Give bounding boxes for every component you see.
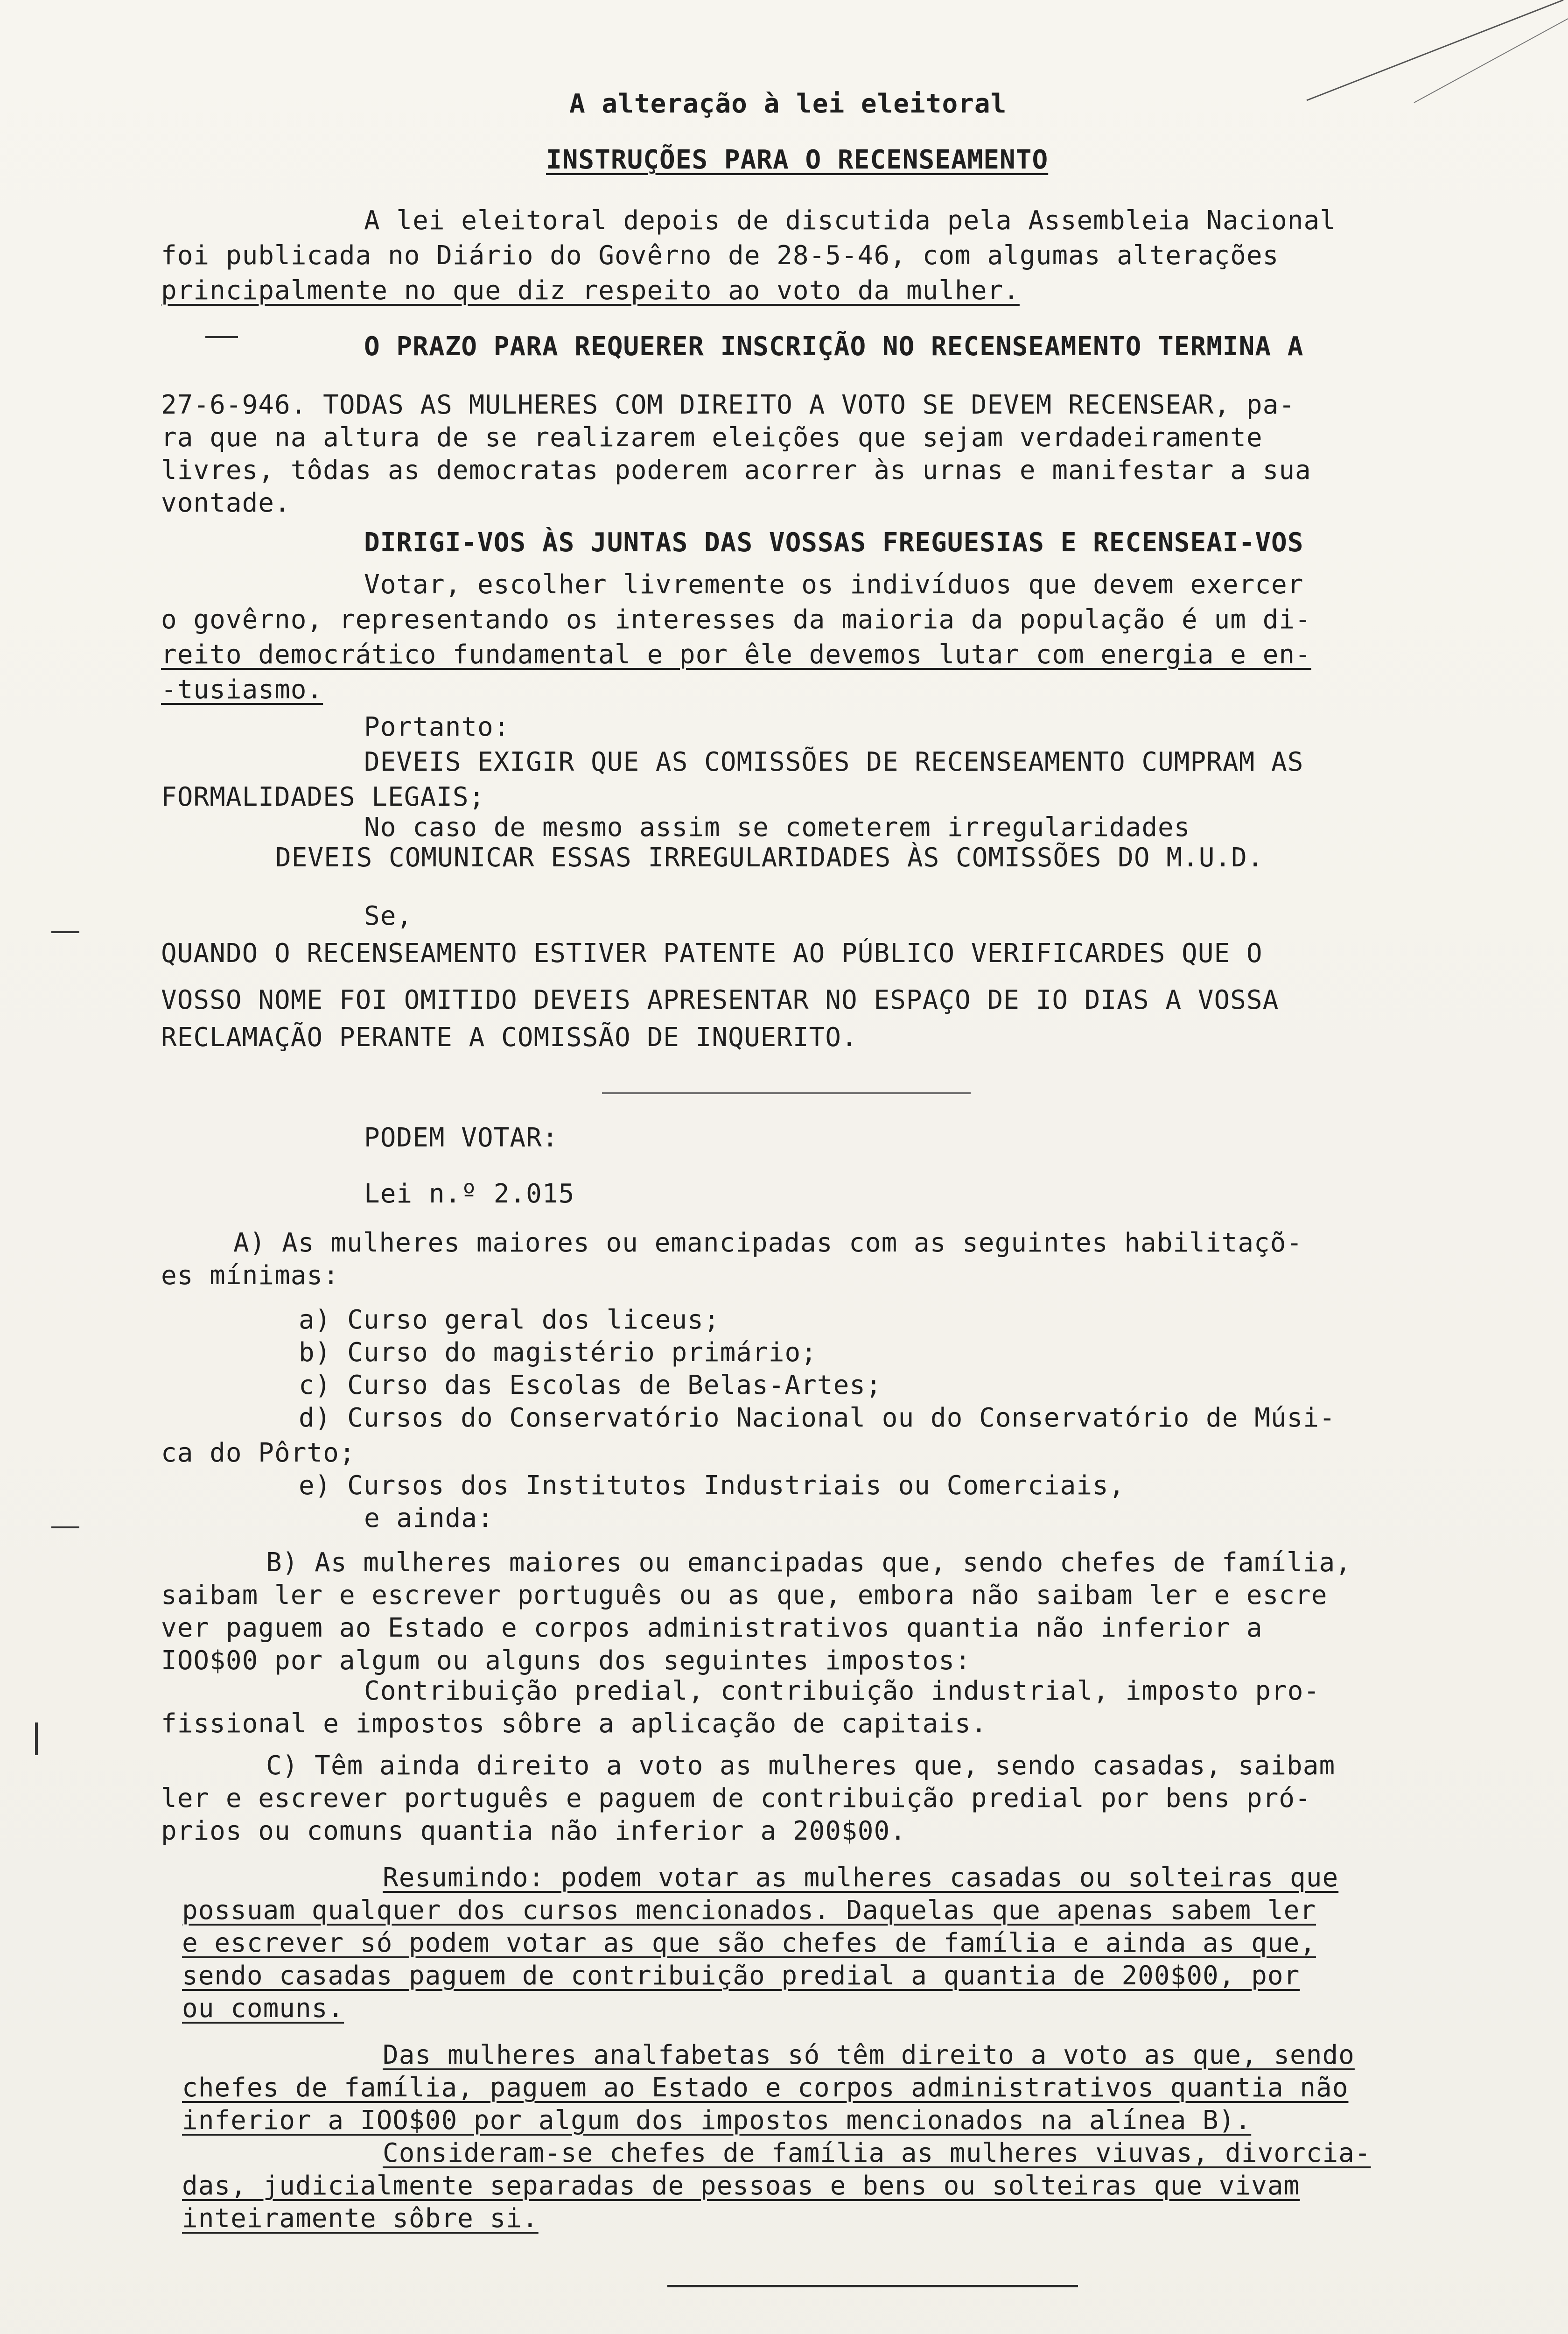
paragraph-line: C) Têm ainda direito a voto as mulheres que, sendo casadas, saibam bbox=[266, 1750, 1336, 1781]
paragraph-line: QUANDO O RECENSEAMENTO ESTIVER PATENTE AO PÚBLICO VERIFICARDES QUE O bbox=[161, 938, 1263, 969]
paragraph-line: c) Curso das Escolas de Belas-Artes; bbox=[299, 1370, 882, 1400]
paragraph-line: saibam ler e escrever português ou as que, embora não saibam ler e escre bbox=[161, 1580, 1328, 1610]
paragraph-line: No caso de mesmo assim se cometerem irregularidades bbox=[364, 812, 1190, 843]
paragraph-line: Portanto: bbox=[364, 712, 510, 742]
paragraph-line: O PRAZO PARA REQUERER INSCRIÇÃO NO RECENSEAMENTO TERMINA A bbox=[364, 331, 1304, 362]
paragraph-line: ler e escrever português e paguem de contribuição predial por bens pró- bbox=[161, 1783, 1311, 1814]
paragraph-line: d) Cursos do Conservatório Nacional ou do Conservatório de Músi- bbox=[299, 1403, 1336, 1433]
paragraph-line: IOO$00 por algum ou alguns dos seguintes impostos: bbox=[161, 1645, 971, 1676]
paragraph-line: a) Curso geral dos liceus; bbox=[299, 1305, 720, 1335]
paragraph-line: -tusiasmo. bbox=[161, 675, 323, 705]
paragraph-line: A lei eleitoral depois de discutida pela Assembleia Nacional bbox=[364, 205, 1336, 236]
margin-mark bbox=[51, 931, 79, 933]
closing-divider bbox=[667, 2285, 1078, 2287]
paragraph-line: principalmente no que diz respeito ao voto da mulher. bbox=[161, 275, 1020, 306]
document-title: A alteração à lei eleitoral bbox=[569, 89, 1007, 119]
paragraph-line: chefes de família, paguem ao Estado e corpos administrativos quantia não bbox=[182, 2073, 1349, 2103]
paragraph-line: A) As mulheres maiores ou emancipadas com as seguintes habilitaçõ- bbox=[233, 1228, 1303, 1258]
document-subtitle: INSTRUÇÕES PARA O RECENSEAMENTO bbox=[546, 145, 1049, 175]
paragraph-line: VOSSO NOME FOI OMITIDO DEVEIS APRESENTAR NO ESPAÇO DE IO DIAS A VOSSA bbox=[161, 985, 1279, 1015]
paragraph-line: Lei n.º 2.015 bbox=[364, 1179, 575, 1209]
paragraph-line: b) Curso do magistério primário; bbox=[299, 1337, 817, 1368]
section-divider bbox=[602, 1092, 971, 1094]
paragraph-line: RECLAMAÇÃO PERANTE A COMISSÃO DE INQUERITO. bbox=[161, 1022, 858, 1053]
margin-mark bbox=[35, 1722, 38, 1755]
paragraph-line: ou comuns. bbox=[182, 1993, 344, 2024]
paragraph-line: possuam qualquer dos cursos mencionados. Daquelas que apenas sabem ler bbox=[182, 1895, 1316, 1926]
paragraph-line: das, judicialmente separadas de pessoas e bens ou solteiras que vivam bbox=[182, 2171, 1300, 2201]
paragraph-line: vontade. bbox=[161, 488, 291, 518]
paragraph-line: PODEM VOTAR: bbox=[364, 1123, 559, 1153]
paragraph-line: Se, bbox=[364, 901, 413, 931]
paragraph-line: 27-6-946. TODAS AS MULHERES COM DIREITO A VOTO SE DEVEM RECENSEAR, pa- bbox=[161, 390, 1295, 420]
paragraph-line: prios ou comuns quantia não inferior a 200$00. bbox=[161, 1816, 906, 1846]
paragraph-line: es mínimas: bbox=[161, 1260, 339, 1291]
paragraph-line: ver paguem ao Estado e corpos administrativos quantia não inferior a bbox=[161, 1613, 1263, 1643]
paragraph-line: sendo casadas paguem de contribuição predial a quantia de 200$00, por bbox=[182, 1961, 1300, 1991]
paragraph-line: FORMALIDADES LEGAIS; bbox=[161, 782, 485, 812]
paragraph-line: inteiramente sôbre si. bbox=[182, 2203, 539, 2234]
paragraph-line: foi publicada no Diário do Govêrno de 28-5-46, com algumas alterações bbox=[161, 240, 1279, 271]
paragraph-line: B) As mulheres maiores ou emancipadas que, sendo chefes de família, bbox=[266, 1547, 1351, 1578]
paragraph-line: e escrever só podem votar as que são chefes de família e ainda as que, bbox=[182, 1928, 1316, 1958]
paragraph-line: reito democrático fundamental e por êle devemos lutar com energia e en- bbox=[161, 640, 1311, 670]
paragraph-line: e) Cursos dos Institutos Industriais ou Comerciais, bbox=[299, 1470, 1125, 1501]
paragraph-line: Votar, escolher livremente os indivíduos que devem exercer bbox=[364, 569, 1304, 600]
margin-mark bbox=[205, 336, 238, 338]
paragraph-line: DEVEIS EXIGIR QUE AS COMISSÕES DE RECENSEAMENTO CUMPRAM AS bbox=[364, 747, 1304, 777]
paragraph-line: fissional e impostos sôbre a aplicação de capitais. bbox=[161, 1708, 987, 1739]
paragraph-line: Resumindo: podem votar as mulheres casadas ou solteiras que bbox=[383, 1863, 1339, 1893]
paragraph-line: inferior a IOO$00 por algum dos impostos mencionados na alínea B). bbox=[182, 2105, 1252, 2136]
paragraph-line: DEVEIS COMUNICAR ESSAS IRREGULARIDADES ÀS COMISSÕES DO M.U.D. bbox=[275, 843, 1264, 873]
paragraph-line: Das mulheres analfabetas só têm direito a voto as que, sendo bbox=[383, 2040, 1355, 2070]
paragraph-line: DIRIGI-VOS ÀS JUNTAS DAS VOSSAS FREGUESIAS E RECENSEAI-VOS bbox=[364, 527, 1304, 558]
paragraph-line: ca do Pôrto; bbox=[161, 1438, 356, 1468]
margin-mark bbox=[51, 1526, 79, 1528]
paragraph-line: Contribuição predial, contribuição industrial, imposto pro- bbox=[364, 1676, 1320, 1706]
paragraph-line: ra que na altura de se realizarem eleições que sejam verdadeiramente bbox=[161, 422, 1263, 453]
paragraph-line: livres, tôdas as democratas poderem acorrer às urnas e manifestar a sua bbox=[161, 455, 1311, 485]
paragraph-line: Consideram-se chefes de família as mulheres viuvas, divorcia- bbox=[383, 2138, 1371, 2168]
paragraph-line: e ainda: bbox=[364, 1503, 494, 1533]
paragraph-line: o govêrno, representando os interesses da maioria da população é um di- bbox=[161, 605, 1311, 635]
scan-artifact-lines bbox=[1195, 0, 1568, 103]
